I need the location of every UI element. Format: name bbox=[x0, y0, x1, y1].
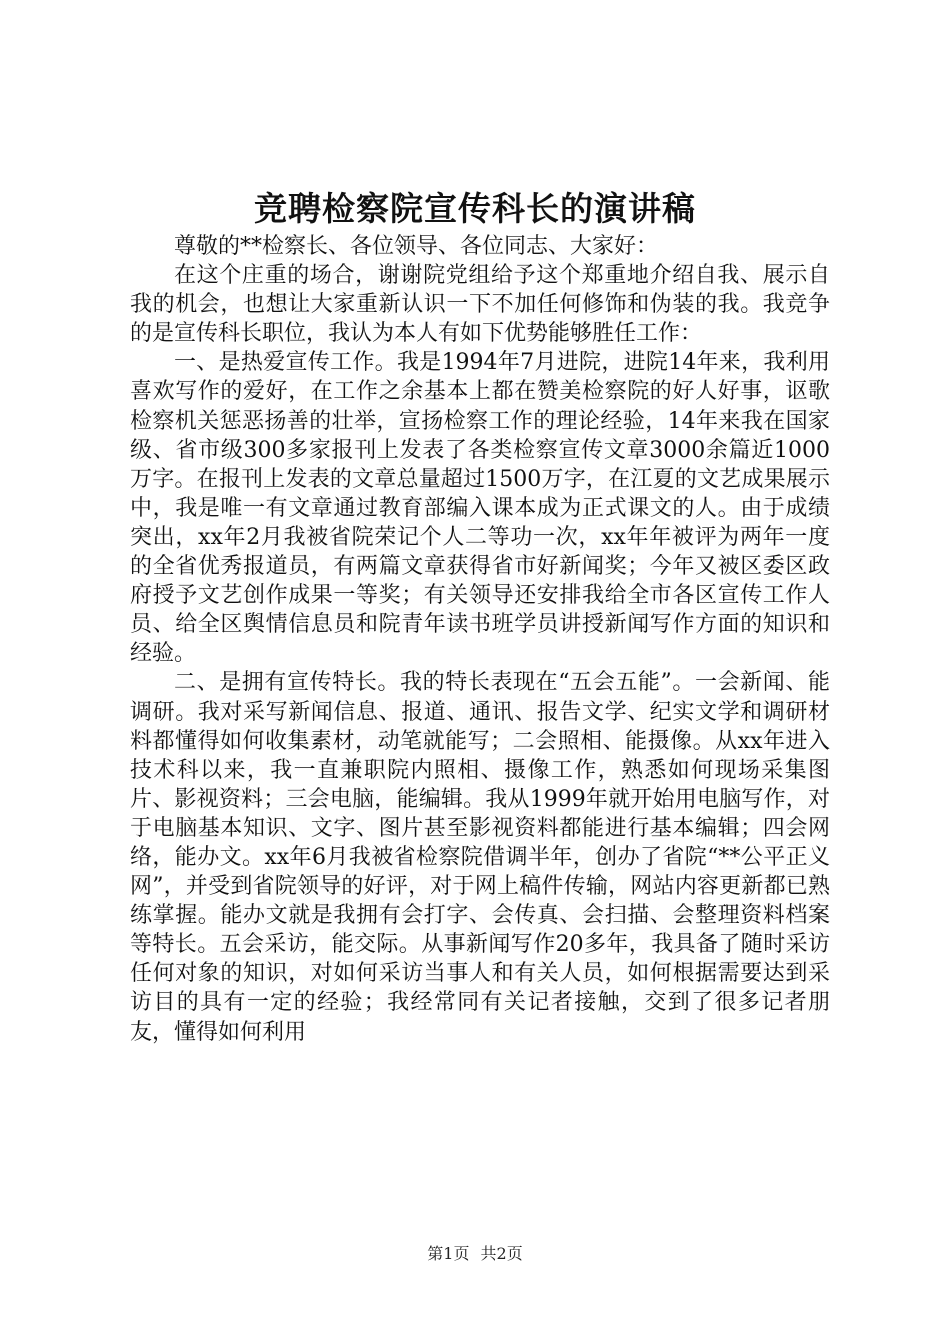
paragraph-point-one: 一、是热爱宣传工作。我是1994年7月进院，进院14年来，我利用喜欢写作的爱好，在工作之余基本上都在赞美检察院的好人好事，讴歌检察机关惩恶扬善的壮举，宣扬检察工作的理论经验，14年来我在国家级、省市级300多家报刊上发表了各类检察宣传文章3000余篇近1000万字。在报刊上发表的文章总量超过1500万字，在江夏的文艺成果展示中，我是唯一有文章通过教育部编入课本成为正式课文的人。由于成绩突出，xx年2月我被省院荣记个人二等功一次，xx年年被评为两年一度的全省优秀报道员，有两篇文章获得省市好新闻奖；今年又被区委区政府授予文艺创作成果一等奖；有关领导还安排我给全市各区宣传工作人员、给全区舆情信息员和院青年读书班学员讲授新闻写作方面的知识和经验。 bbox=[130, 350, 830, 667]
page-footer bbox=[0, 1243, 950, 1265]
document-body bbox=[130, 232, 830, 1047]
paragraph-greeting: 尊敬的**检察长、各位领导、各位同志、大家好： bbox=[174, 234, 659, 259]
page-number-current: 第1页 bbox=[427, 1244, 470, 1263]
page-number-total: 共2页 bbox=[480, 1244, 523, 1263]
paragraph-point-two: 二、是拥有宣传特长。我的特长表现在“五会五能”。一会新闻、能调研。我对采写新闻信息、报道、通讯、报告文学、纪实文学和调研材料都懂得如何收集素材，动笔就能写；二会照相、能摄像。从xx年进入技术科以来，我一直兼职院内照相、摄像工作，熟悉如何现场采集图片、影视资料；三会电脑，能编辑。我从1999年就开始用电脑写作，对于电脑基本知识、文字、图片甚至影视资料都能进行基本编辑；四会网络，能办文。xx年6月我被省检察院借调半年，创办了省院“**公平正义网”，并受到省院领导的好评，对于网上稿件传输，网站内容更新都已熟练掌握。能办文就是我拥有会打字、会传真、会扫描、会整理资料档案等特长。五会采访，能交际。从事新闻写作20多年，我具备了随时采访任何对象的知识，对如何采访当事人和有关人员，如何根据需要达到采访目的具有一定的经验；我经常同有关记者接触，交到了很多记者朋友，懂得如何利用 bbox=[130, 670, 830, 1045]
paragraph-introduction: 在这个庄重的场合，谢谢院党组给予这个郑重地介绍自我、展示自我的机会，也想让大家重新认识一下不加任何修饰和伪装的我。我竞争的是宣传科长职位，我认为本人有如下优势能够胜任工作： bbox=[130, 263, 830, 347]
document-title: 竞聘检察院宣传科长的演讲稿 bbox=[254, 189, 696, 228]
